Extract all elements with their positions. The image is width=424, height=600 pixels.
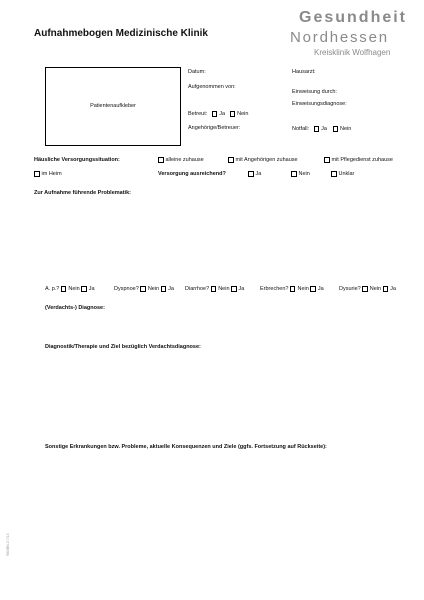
betreut-ja-checkbox[interactable]: Ja xyxy=(212,111,225,117)
checkbox-icon xyxy=(158,157,164,163)
notfall-row xyxy=(292,126,351,132)
checkbox-icon xyxy=(34,171,40,177)
label-notfall: Notfall: xyxy=(292,126,310,133)
checkbox-icon xyxy=(212,111,218,117)
notfall-nein-checkbox[interactable]: Nein xyxy=(333,126,352,132)
dysurie-nein-checkbox[interactable]: Nein xyxy=(362,286,381,292)
option-alleine-zuhause[interactable]: alleine zuhause xyxy=(158,157,204,163)
checkbox-icon xyxy=(333,126,339,132)
checkbox-icon xyxy=(61,286,67,292)
checkbox-icon xyxy=(383,286,389,292)
label-problematik: Zur Aufnahme führende Problematik: xyxy=(34,190,131,196)
form-serial-number: 983/BN-3 7/14 xyxy=(6,533,10,556)
checkbox-icon xyxy=(291,171,297,177)
option-im-heim[interactable]: im Heim xyxy=(34,171,62,177)
ap-nein-checkbox[interactable]: Nein xyxy=(61,286,80,292)
label-angehoerige: Angehörige/Betreuer: xyxy=(188,125,241,131)
checkbox-icon xyxy=(230,111,236,117)
checkbox-icon xyxy=(362,286,368,292)
option-mit-pflegedienst[interactable]: mit Pflegedienst zuhause xyxy=(324,157,393,163)
diarrhoe-nein-checkbox[interactable]: Nein xyxy=(211,286,230,292)
checkbox-icon xyxy=(314,126,320,132)
ap-ja-checkbox[interactable]: Ja xyxy=(81,286,94,292)
symptom-dysurie-row: Dysurie? Nein Ja xyxy=(339,286,396,293)
option-ausreichend-nein[interactable]: Nein xyxy=(291,171,310,177)
checkbox-icon xyxy=(231,286,237,292)
option-ausreichend-unklar[interactable]: Unklar xyxy=(331,171,354,177)
label-aufgenommen: Aufgenommen von: xyxy=(188,84,236,90)
label-sonstige-erkrankungen: Sonstige Erkrankungen bzw. Probleme, aktuelle Konsequenzen und Ziele (ggfs. Fortsetzung auf Rückseite): xyxy=(45,444,327,450)
option-ausreichend-ja[interactable]: Ja xyxy=(248,171,261,177)
checkbox-icon xyxy=(140,286,146,292)
patient-sticker-box xyxy=(45,67,181,146)
checkbox-icon xyxy=(248,171,254,177)
label-hausarzt: Hausarzt: xyxy=(292,69,316,75)
symptom-dyspnoe-row: Dyspnoe? Nein Ja xyxy=(114,286,174,293)
symptom-diarrhoe-row: Diarrhoe? Nein Ja xyxy=(185,286,245,293)
logo-text-clinic: Kreisklinik Wolfhagen xyxy=(314,48,391,57)
betreut-row xyxy=(188,111,248,117)
erbrechen-ja-checkbox[interactable]: Ja xyxy=(310,286,323,292)
diarrhoe-ja-checkbox[interactable]: Ja xyxy=(231,286,244,292)
dysurie-ja-checkbox[interactable]: Ja xyxy=(383,286,396,292)
checkbox-icon xyxy=(290,286,296,292)
betreut-nein-checkbox[interactable]: Nein xyxy=(230,111,249,117)
checkbox-icon xyxy=(211,286,217,292)
checkbox-icon xyxy=(228,157,234,163)
checkbox-icon xyxy=(81,286,87,292)
logo-text-gesundheit: Gesundheit xyxy=(299,9,408,26)
dyspnoe-nein-checkbox[interactable]: Nein xyxy=(140,286,159,292)
label-betreut: Betreut: xyxy=(188,111,208,118)
form-title: Aufnahmebogen Medizinische Klinik xyxy=(34,28,208,39)
label-datum: Datum: xyxy=(188,69,206,75)
checkbox-icon xyxy=(310,286,316,292)
checkbox-icon xyxy=(161,286,167,292)
symptom-erbrechen-row: Erbrechen? Nein Ja xyxy=(260,286,324,293)
label-versorgung-ausreichend: Versorgung ausreichend? xyxy=(158,171,226,177)
label-diagnostik-therapie: Diagnostik/Therapie und Ziel bezüglich Verdachtsdiagnose: xyxy=(45,344,201,350)
label-einweisung: Einweisung durch: xyxy=(292,89,337,95)
dyspnoe-ja-checkbox[interactable]: Ja xyxy=(161,286,174,292)
patient-sticker-label: Patientenaufkleber xyxy=(90,103,136,109)
label-einweisungsdiagnose: Einweisungsdiagnose: xyxy=(292,101,347,107)
checkbox-icon xyxy=(324,157,330,163)
notfall-ja-checkbox[interactable]: Ja xyxy=(314,126,327,132)
label-verdachtsdiagnose: (Verdachts-) Diagnose: xyxy=(45,305,105,311)
checkbox-icon xyxy=(331,171,337,177)
erbrechen-nein-checkbox[interactable]: Nein xyxy=(290,286,309,292)
label-versorgungssituation: Häusliche Versorgungssituation: xyxy=(34,157,120,163)
logo-text-nordhessen: Nordhessen xyxy=(290,29,389,46)
option-mit-angehoerigen[interactable]: mit Angehörigen zuhause xyxy=(228,157,298,163)
symptom-ap-row: A. p.? Nein Ja xyxy=(45,286,95,293)
